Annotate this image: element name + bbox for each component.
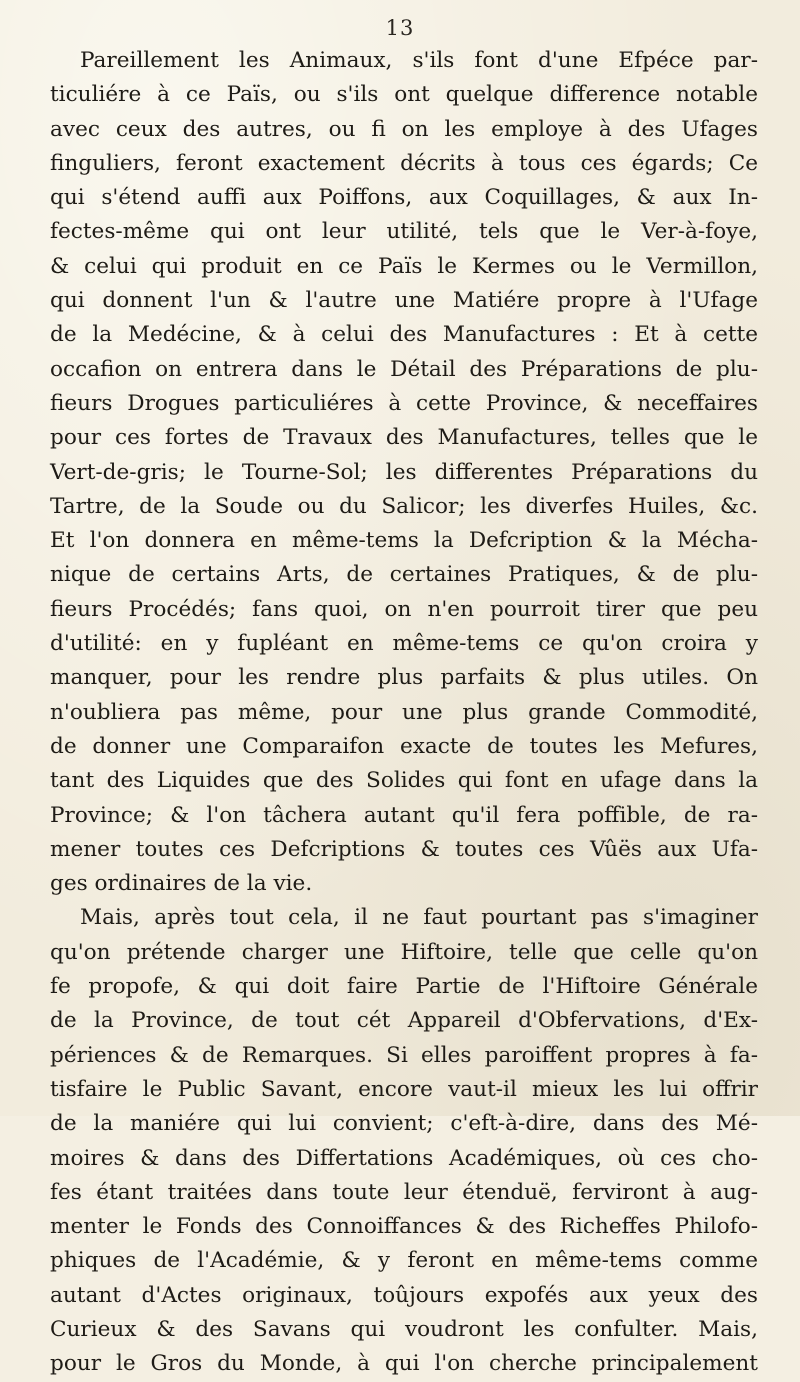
text-line: Curieux & des Savans qui voudront les confulter. Mais, bbox=[50, 1316, 758, 1342]
text-line: n'oubliera pas même, pour une plus grande Commodité, bbox=[50, 699, 758, 725]
text-line: Pareillement les Animaux, s'ils font d'une Efpéce par- bbox=[80, 48, 758, 73]
body-text bbox=[50, 44, 758, 1382]
text-line: occafion on entrera dans le Détail des Préparations de plu- bbox=[50, 356, 758, 382]
text-line: ticuliére à ce Païs, ou s'ils ont quelque difference notable bbox=[50, 82, 758, 108]
text-line: qui donnent l'un & l'autre une Matiére propre à l'Ufage bbox=[50, 288, 758, 314]
text-line: qui s'étend auffi aux Poiffons, aux Coquillages, & aux In- bbox=[50, 185, 758, 211]
text-line: pour le Gros du Monde, à qui l'on cherche principalement bbox=[50, 1351, 758, 1377]
text-line: Mais, après tout cela, il ne faut pourtant pas s'imaginer bbox=[80, 905, 758, 931]
text-line: tisfaire le Public Savant, encore vaut-il mieux les lui offrir bbox=[50, 1076, 758, 1102]
text-line: menter le Fonds des Connoiffances & des Richeffes Philofo- bbox=[50, 1214, 758, 1240]
text-line: fes étant traitées dans toute leur étenduë, ferviront à aug- bbox=[50, 1179, 758, 1205]
text-line: mener toutes ces Defcriptions & toutes ces Vûës aux Ufa- bbox=[50, 836, 758, 862]
text-line: autant d'Actes originaux, toûjours expofés aux yeux des bbox=[50, 1282, 758, 1308]
text-line: phiques de l'Académie, & y feront en même-tems comme bbox=[50, 1248, 758, 1274]
text-line: Tartre, de la Soude ou du Salicor; les diverfes Huiles, &c. bbox=[50, 493, 758, 519]
text-line: Vert-de-gris; le Tourne-Sol; les differentes Préparations du bbox=[50, 459, 758, 485]
text-line: de la Province, de tout cét Appareil d'Obfervations, d'Ex- bbox=[50, 1008, 758, 1034]
text-line: manquer, pour les rendre plus parfaits & plus utiles. On bbox=[50, 665, 758, 691]
text-line: nique de certains Arts, de certaines Pratiques, & de plu- bbox=[50, 562, 758, 588]
text-line: finguliers, feront exactement décrits à tous ces égards; Ce bbox=[50, 150, 758, 176]
page-number: 13 bbox=[385, 16, 415, 40]
text-line: moires & dans des Differtations Académiques, où ces cho- bbox=[50, 1145, 758, 1171]
text-line: de la maniére qui lui convient; c'eft-à-dire, dans des Mé- bbox=[50, 1111, 758, 1137]
text-line: & celui qui produit en ce Païs le Kermes ou le Vermillon, bbox=[50, 253, 758, 279]
text-line: tant des Liquides que des Solides qui font en ufage dans la bbox=[50, 768, 758, 794]
text-line: fieurs Drogues particuliéres à cette Province, & neceffaires bbox=[50, 390, 758, 416]
text-line: Et l'on donnera en même-tems la Defcription & la Mécha- bbox=[50, 528, 758, 554]
text-line: fectes-même qui ont leur utilité, tels que le Ver-à-foye, bbox=[50, 219, 758, 245]
text-line: Province; & l'on tâchera autant qu'il fera poffible, de ra- bbox=[50, 802, 758, 828]
text-line: d'utilité: en y fupléant en même-tems ce qu'on croira y bbox=[50, 631, 758, 657]
text-line: de donner une Comparaifon exacte de toutes les Mefures, bbox=[50, 733, 758, 759]
text-line: fe propofe, & qui doit faire Partie de l'Hiftoire Générale bbox=[50, 974, 758, 1000]
text-line: pour ces fortes de Travaux des Manufactures, telles que le bbox=[50, 425, 758, 451]
text-line: avec ceux des autres, ou fi on les employe à des Ufages bbox=[50, 116, 758, 142]
text-line: qu'on prétende charger une Hiftoire, telle que celle qu'on bbox=[50, 939, 758, 965]
text-line: de la Medécine, & à celui des Manufactures : Et à cette bbox=[50, 322, 758, 348]
text-line: fieurs Procédés; fans quoi, on n'en pourroit tirer que peu bbox=[50, 596, 758, 622]
text-line: ges ordinaires de la vie. bbox=[50, 871, 313, 897]
text-line: périences & de Remarques. Si elles paroiffent propres à fa- bbox=[50, 1042, 758, 1068]
